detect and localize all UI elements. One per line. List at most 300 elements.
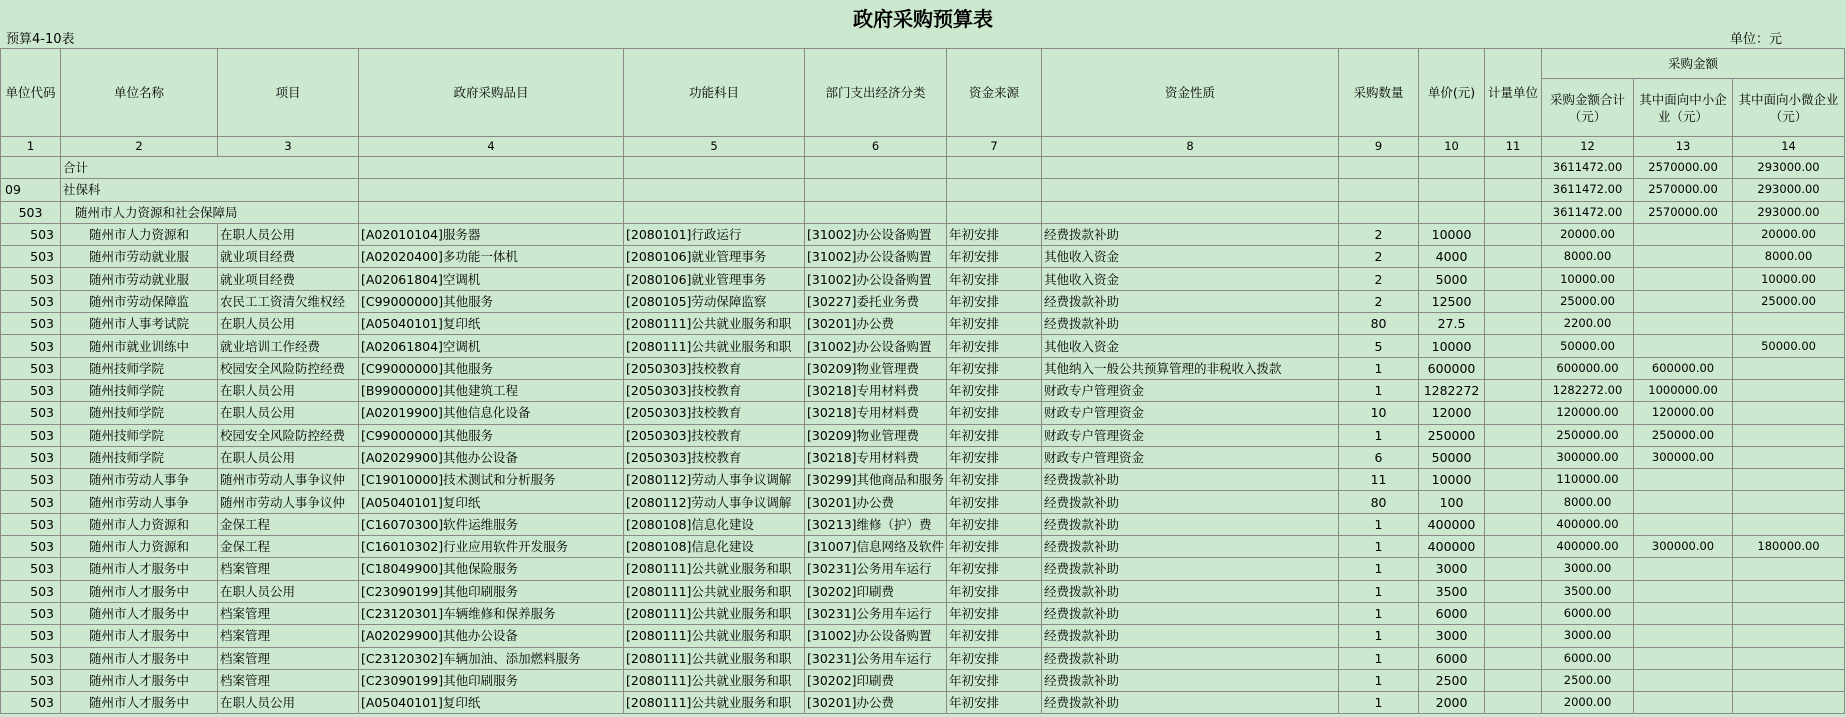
amount-sme-cell	[1634, 513, 1733, 535]
measure-unit-cell	[1485, 625, 1542, 647]
fund-nature-cell: 经费拨款补助	[1042, 290, 1339, 312]
func-subject-cell: [2050303]技校教育	[624, 379, 805, 401]
unit-code-cell: 503	[1, 580, 61, 602]
quantity-cell: 2	[1339, 223, 1419, 245]
index-cell: 9	[1339, 137, 1419, 157]
unit-price-cell: 3000	[1419, 558, 1485, 580]
project-cell: 校园安全风险防控经费	[218, 424, 359, 446]
quantity-cell: 1	[1339, 580, 1419, 602]
econ-class-cell: [31002]办公设备购置	[805, 625, 947, 647]
econ-class-cell: [30202]印刷费	[805, 669, 947, 691]
amount-micro-cell	[1733, 558, 1845, 580]
amount-total-cell: 3000.00	[1542, 558, 1634, 580]
amount-sme-cell	[1634, 647, 1733, 669]
index-cell: 3	[218, 137, 359, 157]
unit-code-cell: 503	[1, 268, 61, 290]
fund-nature-cell: 财政专户管理资金	[1042, 402, 1339, 424]
index-cell: 5	[624, 137, 805, 157]
unit-name-cell: 随州市劳动就业服	[61, 246, 218, 268]
unit-name-cell: 随州市劳动就业服	[61, 268, 218, 290]
func-subject-cell: [2050303]技校教育	[624, 357, 805, 379]
econ-class-cell: [31002]办公设备购置	[805, 268, 947, 290]
measure-unit-cell	[1485, 536, 1542, 558]
amount-total-cell: 8000.00	[1542, 246, 1634, 268]
amount-total-cell: 3611472.00	[1542, 179, 1634, 201]
amount-sme-cell: 250000.00	[1634, 424, 1733, 446]
measure-unit-cell	[1485, 223, 1542, 245]
amount-micro-cell	[1733, 602, 1845, 624]
unit-price-cell: 12500	[1419, 290, 1485, 312]
unit-price-cell: 50000	[1419, 446, 1485, 468]
header-fund-nature: 资金性质	[1042, 49, 1339, 137]
amount-micro-cell	[1733, 491, 1845, 513]
unit-code-cell: 503	[1, 201, 61, 223]
fund-nature-cell: 经费拨款补助	[1042, 647, 1339, 669]
header-quantity: 采购数量	[1339, 49, 1419, 137]
fund-nature-cell: 经费拨款补助	[1042, 625, 1339, 647]
table-body	[1, 157, 1845, 714]
amount-micro-cell: 293000.00	[1733, 201, 1845, 223]
unit-code-cell: 503	[1, 558, 61, 580]
measure-unit-cell	[1485, 313, 1542, 335]
amount-total-cell: 8000.00	[1542, 491, 1634, 513]
econ-class-cell: [30227]委托业务费	[805, 290, 947, 312]
econ-class-cell: [30218]专用材料费	[805, 402, 947, 424]
measure-unit-cell	[1485, 602, 1542, 624]
empty-cell	[947, 157, 1042, 179]
amount-sme-cell: 2570000.00	[1634, 179, 1733, 201]
quantity-cell: 1	[1339, 692, 1419, 714]
measure-unit-cell	[1485, 246, 1542, 268]
quantity-cell: 1	[1339, 625, 1419, 647]
amount-total-cell: 400000.00	[1542, 513, 1634, 535]
econ-class-cell: [30202]印刷费	[805, 580, 947, 602]
gov-item-cell: [C19010000]技术测试和分析服务	[359, 469, 624, 491]
amount-micro-cell	[1733, 692, 1845, 714]
unit-price-cell: 6000	[1419, 647, 1485, 669]
table-row	[1, 513, 1845, 535]
header-amount-total: 采购金额合计（元）	[1542, 79, 1634, 137]
func-subject-cell: [2080106]就业管理事务	[624, 268, 805, 290]
empty-cell	[1419, 157, 1485, 179]
fund-source-cell: 年初安排	[947, 424, 1042, 446]
func-subject-cell: [2080111]公共就业服务和职	[624, 313, 805, 335]
unit-code-cell: 503	[1, 357, 61, 379]
project-cell: 就业项目经费	[218, 268, 359, 290]
table-code: 预算4-10表	[6, 32, 75, 47]
quantity-cell: 1	[1339, 379, 1419, 401]
header-measure-unit: 计量单位	[1485, 49, 1542, 137]
unit-code-cell: 503	[1, 469, 61, 491]
table-row	[1, 357, 1845, 379]
econ-class-cell: [30231]公务用车运行	[805, 558, 947, 580]
amount-total-cell: 300000.00	[1542, 446, 1634, 468]
econ-class-cell: [30231]公务用车运行	[805, 647, 947, 669]
unit-label: 单位：元	[1730, 32, 1783, 47]
empty-cell	[624, 157, 805, 179]
fund-nature-cell: 经费拨款补助	[1042, 313, 1339, 335]
index-cell: 1	[1, 137, 61, 157]
table-row	[1, 223, 1845, 245]
unit-name-cell: 随州市劳动保障监	[61, 290, 218, 312]
amount-sme-cell	[1634, 580, 1733, 602]
fund-nature-cell: 经费拨款补助	[1042, 558, 1339, 580]
index-cell: 10	[1419, 137, 1485, 157]
table-row	[1, 536, 1845, 558]
econ-class-cell: [30201]办公费	[805, 692, 947, 714]
unit-price-cell: 10000	[1419, 223, 1485, 245]
amount-total-cell: 250000.00	[1542, 424, 1634, 446]
header-unit-code: 单位代码	[1, 49, 61, 137]
func-subject-cell: [2080108]信息化建设	[624, 513, 805, 535]
gov-item-cell: [C23120302]车辆加油、添加燃料服务	[359, 647, 624, 669]
quantity-cell: 80	[1339, 313, 1419, 335]
gov-item-cell: [C23090199]其他印刷服务	[359, 580, 624, 602]
unit-name-cell: 随州市人才服务中	[61, 558, 218, 580]
unit-price-cell: 1282272	[1419, 379, 1485, 401]
quantity-cell: 1	[1339, 647, 1419, 669]
unit-price-cell: 3500	[1419, 580, 1485, 602]
measure-unit-cell	[1485, 424, 1542, 446]
gov-item-cell: [A02029900]其他办公设备	[359, 446, 624, 468]
quantity-cell: 1	[1339, 536, 1419, 558]
quantity-cell: 1	[1339, 513, 1419, 535]
gov-item-cell: [C23120301]车辆维修和保养服务	[359, 602, 624, 624]
amount-micro-cell: 50000.00	[1733, 335, 1845, 357]
project-cell: 档案管理	[218, 669, 359, 691]
index-cell: 7	[947, 137, 1042, 157]
project-cell: 在职人员公用	[218, 580, 359, 602]
project-cell: 档案管理	[218, 625, 359, 647]
amount-sme-cell: 2570000.00	[1634, 157, 1733, 179]
gov-item-cell: [A02061804]空调机	[359, 268, 624, 290]
index-cell: 2	[61, 137, 218, 157]
amount-sme-cell: 2570000.00	[1634, 201, 1733, 223]
project-cell: 档案管理	[218, 602, 359, 624]
unit-name-cell: 随州市人事考试院	[61, 313, 218, 335]
project-cell: 在职人员公用	[218, 692, 359, 714]
header-func-subject: 功能科目	[624, 49, 805, 137]
fund-nature-cell: 财政专户管理资金	[1042, 446, 1339, 468]
func-subject-cell: [2050303]技校教育	[624, 402, 805, 424]
project-cell: 金保工程	[218, 513, 359, 535]
fund-nature-cell: 经费拨款补助	[1042, 692, 1339, 714]
unit-name-cell: 随州技师学院	[61, 402, 218, 424]
econ-class-cell: [30299]其他商品和服务	[805, 469, 947, 491]
fund-source-cell: 年初安排	[947, 402, 1042, 424]
func-subject-cell: [2080112]劳动人事争议调解	[624, 469, 805, 491]
table-row	[1, 692, 1845, 714]
fund-source-cell: 年初安排	[947, 290, 1042, 312]
table-row	[1, 491, 1845, 513]
amount-sme-cell	[1634, 692, 1733, 714]
quantity-cell: 5	[1339, 335, 1419, 357]
amount-sme-cell	[1634, 246, 1733, 268]
fund-source-cell: 年初安排	[947, 580, 1042, 602]
fund-source-cell: 年初安排	[947, 268, 1042, 290]
measure-unit-cell	[1485, 558, 1542, 580]
table-row	[1, 625, 1845, 647]
func-subject-cell: [2050303]技校教育	[624, 424, 805, 446]
func-subject-cell: [2050303]技校教育	[624, 446, 805, 468]
unit-price-cell: 2000	[1419, 692, 1485, 714]
unit-name-cell: 社保科	[61, 179, 359, 201]
unit-name-cell: 随州市人才服务中	[61, 647, 218, 669]
measure-unit-cell	[1485, 491, 1542, 513]
fund-source-cell: 年初安排	[947, 223, 1042, 245]
amount-sme-cell	[1634, 335, 1733, 357]
amount-sme-cell	[1634, 491, 1733, 513]
amount-sme-cell	[1634, 223, 1733, 245]
amount-sme-cell	[1634, 602, 1733, 624]
fund-nature-cell: 经费拨款补助	[1042, 536, 1339, 558]
amount-total-cell: 400000.00	[1542, 536, 1634, 558]
unit-price-cell: 250000	[1419, 424, 1485, 446]
gov-item-cell: [C23090199]其他印刷服务	[359, 669, 624, 691]
fund-nature-cell: 其他收入资金	[1042, 246, 1339, 268]
gov-item-cell: [C16070300]软件运维服务	[359, 513, 624, 535]
unit-name-cell: 随州市人力资源和	[61, 513, 218, 535]
index-cell: 13	[1634, 137, 1733, 157]
fund-source-cell: 年初安排	[947, 469, 1042, 491]
header-project: 项目	[218, 49, 359, 137]
project-cell: 校园安全风险防控经费	[218, 357, 359, 379]
fund-nature-cell: 经费拨款补助	[1042, 223, 1339, 245]
quantity-cell: 2	[1339, 290, 1419, 312]
amount-micro-cell	[1733, 357, 1845, 379]
amount-micro-cell	[1733, 313, 1845, 335]
amount-micro-cell: 293000.00	[1733, 157, 1845, 179]
unit-name-cell: 随州市就业训练中	[61, 335, 218, 357]
unit-code-cell: 503	[1, 223, 61, 245]
amount-micro-cell: 180000.00	[1733, 536, 1845, 558]
fund-nature-cell: 其他纳入一般公共预算管理的非税收入拨款	[1042, 357, 1339, 379]
unit-price-cell: 4000	[1419, 246, 1485, 268]
econ-class-cell: [31002]办公设备购置	[805, 335, 947, 357]
measure-unit-cell	[1485, 647, 1542, 669]
unit-code-cell: 503	[1, 491, 61, 513]
amount-sme-cell: 120000.00	[1634, 402, 1733, 424]
table-row	[1, 313, 1845, 335]
measure-unit-cell	[1485, 290, 1542, 312]
table-row	[1, 558, 1845, 580]
amount-sme-cell: 1000000.00	[1634, 379, 1733, 401]
fund-source-cell: 年初安排	[947, 357, 1042, 379]
amount-total-cell: 50000.00	[1542, 335, 1634, 357]
unit-code-cell: 503	[1, 647, 61, 669]
empty-cell	[805, 157, 947, 179]
project-cell: 就业项目经费	[218, 246, 359, 268]
econ-class-cell: [30213]维修（护）费	[805, 513, 947, 535]
fund-nature-cell: 财政专户管理资金	[1042, 424, 1339, 446]
unit-name-cell: 随州市人力资源和	[61, 536, 218, 558]
amount-sme-cell	[1634, 313, 1733, 335]
unit-price-cell: 12000	[1419, 402, 1485, 424]
amount-sme-cell: 600000.00	[1634, 357, 1733, 379]
header-unit-name: 单位名称	[61, 49, 218, 137]
quantity-cell: 1	[1339, 357, 1419, 379]
amount-micro-cell: 25000.00	[1733, 290, 1845, 312]
amount-sme-cell	[1634, 625, 1733, 647]
header-amount-micro: 其中面向小微企业（元）	[1733, 79, 1845, 137]
project-cell: 在职人员公用	[218, 402, 359, 424]
gov-item-cell: [A02029900]其他办公设备	[359, 625, 624, 647]
unit-name-cell: 随州市劳动人事争	[61, 491, 218, 513]
amount-sme-cell	[1634, 558, 1733, 580]
measure-unit-cell	[1485, 669, 1542, 691]
fund-nature-cell: 经费拨款补助	[1042, 669, 1339, 691]
measure-unit-cell	[1485, 446, 1542, 468]
fund-source-cell: 年初安排	[947, 246, 1042, 268]
empty-cell	[947, 179, 1042, 201]
econ-class-cell: [31002]办公设备购置	[805, 223, 947, 245]
empty-cell	[359, 179, 624, 201]
func-subject-cell: [2080101]行政运行	[624, 223, 805, 245]
amount-micro-cell: 20000.00	[1733, 223, 1845, 245]
fund-source-cell: 年初安排	[947, 558, 1042, 580]
amount-total-cell: 110000.00	[1542, 469, 1634, 491]
empty-cell	[1042, 179, 1339, 201]
table-row	[1, 246, 1845, 268]
amount-micro-cell	[1733, 647, 1845, 669]
amount-total-cell: 2000.00	[1542, 692, 1634, 714]
project-cell: 在职人员公用	[218, 446, 359, 468]
unit-name-cell: 随州技师学院	[61, 357, 218, 379]
amount-sme-cell: 300000.00	[1634, 536, 1733, 558]
measure-unit-cell	[1485, 379, 1542, 401]
index-cell: 4	[359, 137, 624, 157]
empty-cell	[624, 201, 805, 223]
index-cell: 6	[805, 137, 947, 157]
amount-total-cell: 3611472.00	[1542, 157, 1634, 179]
gov-item-cell: [C16010302]行业应用软件开发服务	[359, 536, 624, 558]
measure-unit-cell	[1485, 469, 1542, 491]
amount-total-cell: 3000.00	[1542, 625, 1634, 647]
project-cell: 在职人员公用	[218, 223, 359, 245]
gov-item-cell: [C99000000]其他服务	[359, 357, 624, 379]
gov-item-cell: [A05040101]复印纸	[359, 313, 624, 335]
unit-code-cell: 09	[1, 179, 61, 201]
gov-item-cell: [A05040101]复印纸	[359, 692, 624, 714]
unit-code-cell	[1, 157, 61, 179]
amount-total-cell: 120000.00	[1542, 402, 1634, 424]
fund-nature-cell: 经费拨款补助	[1042, 469, 1339, 491]
measure-unit-cell	[1485, 580, 1542, 602]
amount-total-cell: 3500.00	[1542, 580, 1634, 602]
quantity-cell: 80	[1339, 491, 1419, 513]
unit-code-cell: 503	[1, 246, 61, 268]
econ-class-cell: [30231]公务用车运行	[805, 602, 947, 624]
table-row	[1, 446, 1845, 468]
unit-price-cell: 10000	[1419, 469, 1485, 491]
func-subject-cell: [2080106]就业管理事务	[624, 246, 805, 268]
header-amount-group: 采购金额	[1542, 49, 1845, 79]
table-row	[1, 647, 1845, 669]
fund-source-cell: 年初安排	[947, 335, 1042, 357]
project-cell: 金保工程	[218, 536, 359, 558]
unit-price-cell: 3000	[1419, 625, 1485, 647]
unit-name-cell: 随州市人才服务中	[61, 669, 218, 691]
func-subject-cell: [2080105]劳动保障监察	[624, 290, 805, 312]
project-cell: 就业培训工作经费	[218, 335, 359, 357]
func-subject-cell: [2080111]公共就业服务和职	[624, 647, 805, 669]
empty-cell	[947, 201, 1042, 223]
empty-cell	[1339, 201, 1419, 223]
fund-source-cell: 年初安排	[947, 313, 1042, 335]
amount-total-cell: 2500.00	[1542, 669, 1634, 691]
unit-code-cell: 503	[1, 536, 61, 558]
unit-code-cell: 503	[1, 313, 61, 335]
quantity-cell: 11	[1339, 469, 1419, 491]
fund-source-cell: 年初安排	[947, 491, 1042, 513]
amount-micro-cell: 10000.00	[1733, 268, 1845, 290]
quantity-cell: 2	[1339, 246, 1419, 268]
func-subject-cell: [2080108]信息化建设	[624, 536, 805, 558]
amount-micro-cell	[1733, 625, 1845, 647]
unit-code-cell: 503	[1, 513, 61, 535]
func-subject-cell: [2080112]劳动人事争议调解	[624, 491, 805, 513]
quantity-cell: 6	[1339, 446, 1419, 468]
table-row	[1, 268, 1845, 290]
table-row	[1, 335, 1845, 357]
unit-code-cell: 503	[1, 402, 61, 424]
gov-item-cell: [C99000000]其他服务	[359, 290, 624, 312]
amount-sme-cell: 300000.00	[1634, 446, 1733, 468]
unit-code-cell: 503	[1, 446, 61, 468]
header-econ-class: 部门支出经济分类	[805, 49, 947, 137]
unit-price-cell: 400000	[1419, 513, 1485, 535]
unit-name-cell: 随州市人才服务中	[61, 580, 218, 602]
summary-row	[1, 179, 1845, 201]
gov-item-cell: [A02010104]服务器	[359, 223, 624, 245]
unit-price-cell: 27.5	[1419, 313, 1485, 335]
amount-micro-cell	[1733, 669, 1845, 691]
measure-unit-cell	[1485, 268, 1542, 290]
project-cell: 在职人员公用	[218, 313, 359, 335]
fund-source-cell: 年初安排	[947, 647, 1042, 669]
fund-nature-cell: 经费拨款补助	[1042, 602, 1339, 624]
gov-item-cell: [A02061804]空调机	[359, 335, 624, 357]
project-cell: 档案管理	[218, 647, 359, 669]
empty-cell	[1042, 157, 1339, 179]
measure-unit-cell	[1485, 335, 1542, 357]
empty-cell	[1339, 179, 1419, 201]
unit-name-cell: 合计	[61, 157, 359, 179]
table-row	[1, 469, 1845, 491]
table-row	[1, 424, 1845, 446]
header-gov-item: 政府采购品目	[359, 49, 624, 137]
econ-class-cell: [30218]专用材料费	[805, 379, 947, 401]
project-cell: 农民工工资清欠维权经	[218, 290, 359, 312]
unit-price-cell: 100	[1419, 491, 1485, 513]
empty-cell	[1042, 201, 1339, 223]
unit-name-cell: 随州市劳动人事争	[61, 469, 218, 491]
econ-class-cell: [30201]办公费	[805, 491, 947, 513]
econ-class-cell: [30201]办公费	[805, 313, 947, 335]
gov-item-cell: [A05040101]复印纸	[359, 491, 624, 513]
amount-total-cell: 2200.00	[1542, 313, 1634, 335]
fund-nature-cell: 经费拨款补助	[1042, 491, 1339, 513]
measure-unit-cell	[1485, 692, 1542, 714]
table-row	[1, 290, 1845, 312]
quantity-cell: 2	[1339, 268, 1419, 290]
func-subject-cell: [2080111]公共就业服务和职	[624, 669, 805, 691]
econ-class-cell: [31002]办公设备购置	[805, 246, 947, 268]
unit-code-cell: 503	[1, 379, 61, 401]
measure-unit-cell	[1485, 513, 1542, 535]
unit-price-cell: 5000	[1419, 268, 1485, 290]
fund-source-cell: 年初安排	[947, 602, 1042, 624]
